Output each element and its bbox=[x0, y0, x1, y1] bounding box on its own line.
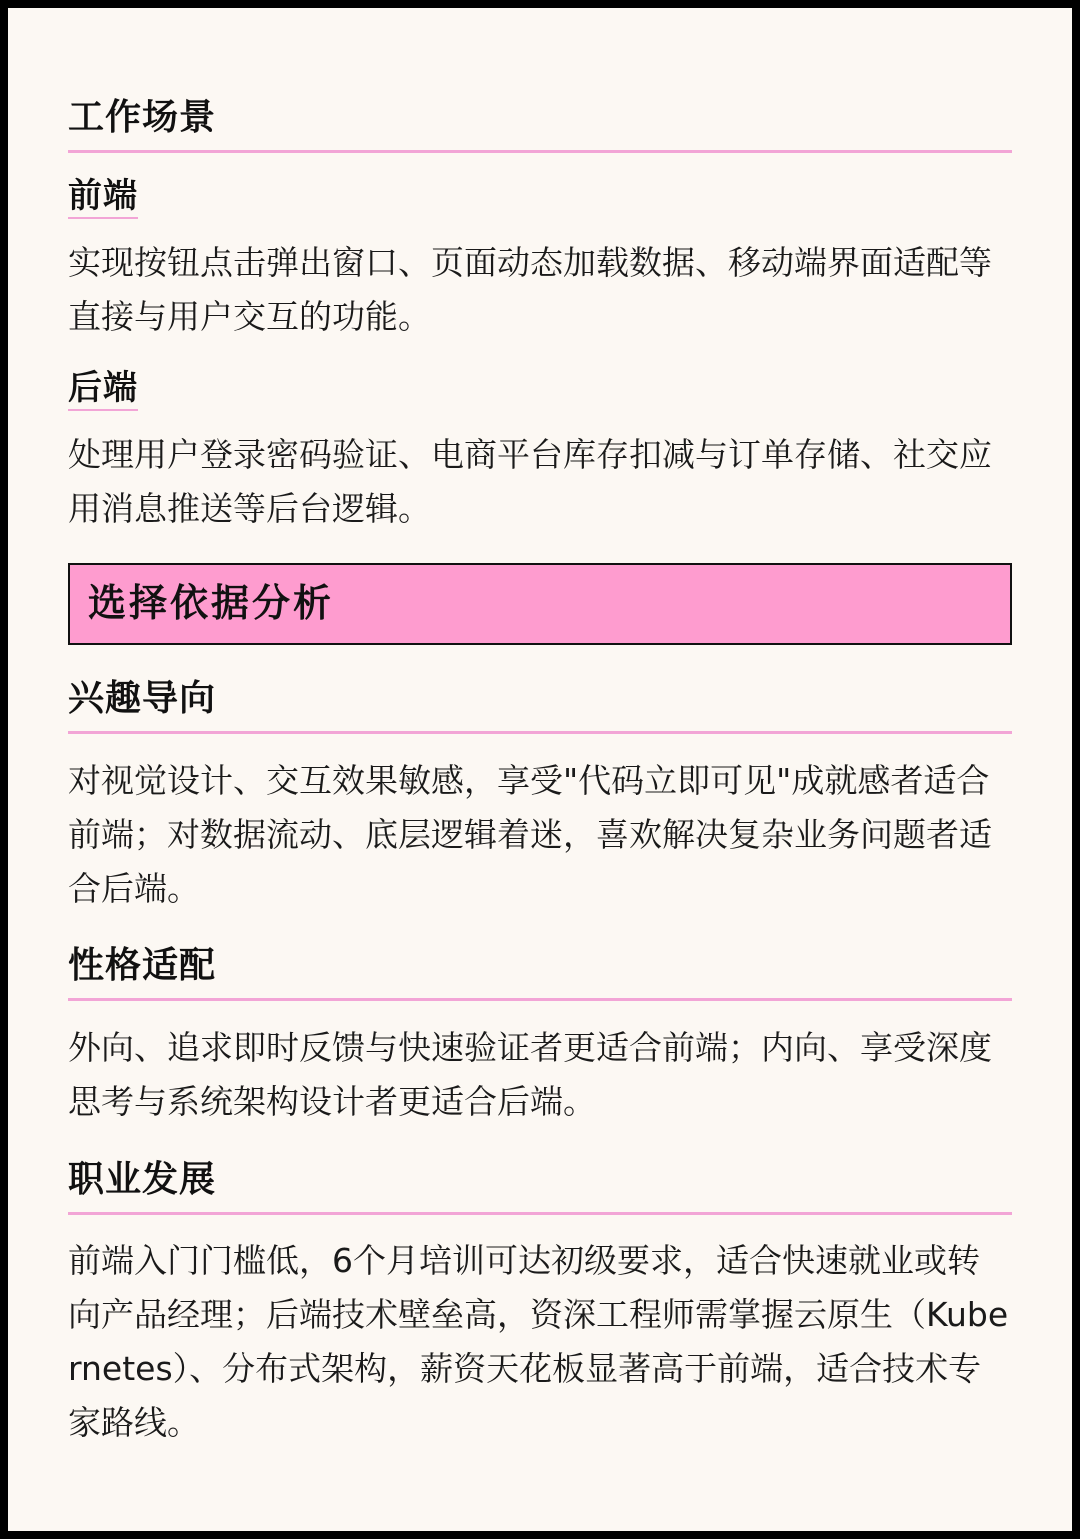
career-description: 前端入门门槛低，6个月培训可达初级要求，适合快速就业或转向产品经理；后端技术壁垒高，资深工程师需掌握云原生（Kubernetes）、分布式架构，薪资天花板显著高于前端，适合技术专家路线。 bbox=[68, 1241, 1009, 1442]
work-scenarios-title: 工作场景 bbox=[68, 97, 217, 138]
frontend-heading: 前端 bbox=[68, 176, 138, 219]
interest-description: 对视觉设计、交互效果敏感，享受"代码立即可见"成就感者适合前端；对数据流动、底层逻辑着迷，喜欢解决复杂业务问题者适合后端。 bbox=[68, 761, 992, 908]
frontend-description: 实现按钮点击弹出窗口、页面动态加载数据、移动端界面适配等直接与用户交互的功能。 bbox=[68, 243, 992, 336]
backend-description: 处理用户登录密码验证、电商平台库存扣减与订单存储、社交应用消息推送等后台逻辑。 bbox=[68, 435, 992, 528]
career-section bbox=[68, 1158, 1012, 1215]
backend-heading: 后端 bbox=[68, 368, 138, 411]
backend-block bbox=[68, 368, 1012, 411]
personality-section bbox=[68, 944, 1012, 1001]
page bbox=[8, 8, 1072, 1531]
analysis-banner-title: 选择依据分析 bbox=[88, 581, 335, 625]
work-scenarios-section bbox=[68, 96, 1012, 153]
analysis-banner bbox=[68, 563, 1012, 645]
interest-title: 兴趣导向 bbox=[68, 678, 217, 719]
personality-divider bbox=[68, 998, 1012, 1001]
personality-title: 性格适配 bbox=[68, 945, 217, 986]
career-title: 职业发展 bbox=[68, 1159, 217, 1200]
frontend-block bbox=[68, 176, 1012, 219]
career-divider bbox=[68, 1212, 1012, 1215]
interest-divider bbox=[68, 731, 1012, 734]
interest-section bbox=[68, 677, 1012, 734]
work-scenarios-divider bbox=[68, 150, 1012, 153]
personality-description: 外向、追求即时反馈与快速验证者更适合前端；内向、享受深度思考与系统架构设计者更适合后端。 bbox=[68, 1028, 992, 1121]
